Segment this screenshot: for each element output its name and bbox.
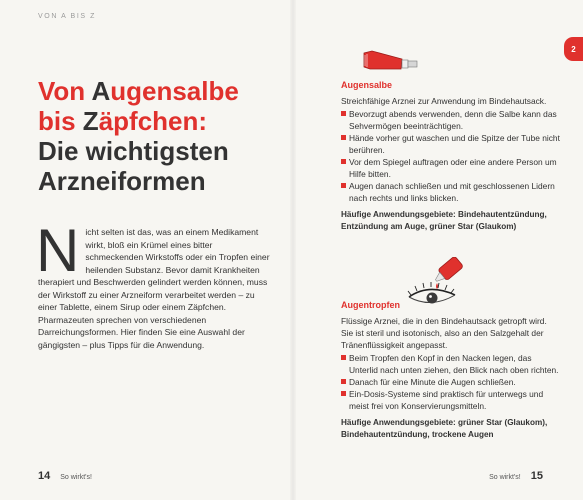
page-number-left: 14 [38,470,51,482]
page-title [38,76,278,196]
list-item: Hände vorher gut waschen und die Spitze der Tube nicht berühren. [341,132,561,156]
bullet-icon [341,379,346,384]
section-title-augentropfen: Augentropfen [341,300,400,310]
chapter-number: 2 [571,44,576,54]
intro-text: icht selten ist das, was an einem Medikament wirkt, bloß ein Krümel eines bitter schmeckenden Wirkstoffs oder ein Tropfen einer heilenden Substanz. Bevor damit Krankheiten therapiert und Beschwerden gelindert werden können, muss der Wirkstoff zu einer Arzneiform verarbeitet werden – zu einer Tablette, einem Sirup oder einem Zäpfchen. Pharmazeuten sprechen von verschiedenen Darreichungsformen. Hier finden Sie eine Auswahl der gängigsten – plus Tipps für die Anwendung. [38,227,270,350]
bullet-icon [341,183,346,188]
bullet-icon [341,159,346,164]
page-number-right: 15 [530,470,543,482]
running-head: VON A BIS Z [38,13,97,20]
tips-list-augensalbe [341,108,561,204]
book-title-right: So wirkt's! [489,474,521,481]
list-item: Augen danach schließen und mit geschlossenen Lidern nach rechts und links blicken. [341,180,561,204]
bullet-icon [341,111,346,116]
title-line-3: Die wichtigsten [38,136,229,166]
list-item: Bevorzugt abends verwenden, denn die Salbe kann das Sehvermögen beeinträchtigen. [341,108,561,132]
list-item: Danach für eine Minute die Augen schließen. [341,376,561,388]
bullet-icon [341,391,346,396]
title-line-4: Arzneiformen [38,166,206,196]
bullet-icon [341,355,346,360]
section-augensalbe [341,80,561,233]
folio-left [38,470,92,482]
folio-right [489,470,543,482]
list-item: Ein-Dosis-Systeme sind praktisch für unterwegs und meist frei von Konservierungsmitteln. [341,388,561,412]
bullet-icon [341,135,346,140]
page-gutter [290,0,296,500]
common-uses-augensalbe: Häufige Anwendungsgebiete: Bindehautentzündung, Entzündung am Auge, grüner Star (Glaukom) [341,210,547,231]
section-lead-augensalbe: Streichfähige Arznei zur Anwendung im Bindehautsack. [341,96,547,106]
drop-cap: N [36,217,80,284]
list-item: Vor dem Spiegel auftragen oder eine andere Person um Hilfe bitten. [341,156,561,180]
title-line-2: bis Zäpfchen: [38,106,208,136]
ointment-tube-icon [362,49,420,80]
section-lead-augentropfen: Flüssige Arznei, die in den Bindehautsack getropft wird. Sie ist steril und isotonisch, also an den Salzgehalt der Tränenflüssigkeit angepasst. [341,316,547,350]
common-uses-augentropfen: Häufige Anwendungsgebiete: grüner Star (Glaukom), Bindehautentzündung, trockene Augen [341,418,548,439]
title-line-1: Von Augensalbe [38,76,239,106]
section-augentropfen [341,300,561,441]
section-title-augensalbe: Augensalbe [341,80,393,90]
intro-paragraph [36,217,270,351]
book-title-left: So wirkt's! [60,474,92,481]
chapter-tab [564,37,583,61]
tips-list-augentropfen [341,352,561,412]
list-item: Beim Tropfen den Kopf in den Nacken legen, das Unterlid nach unten ziehen, den Blick nach oben richten. [341,352,561,376]
